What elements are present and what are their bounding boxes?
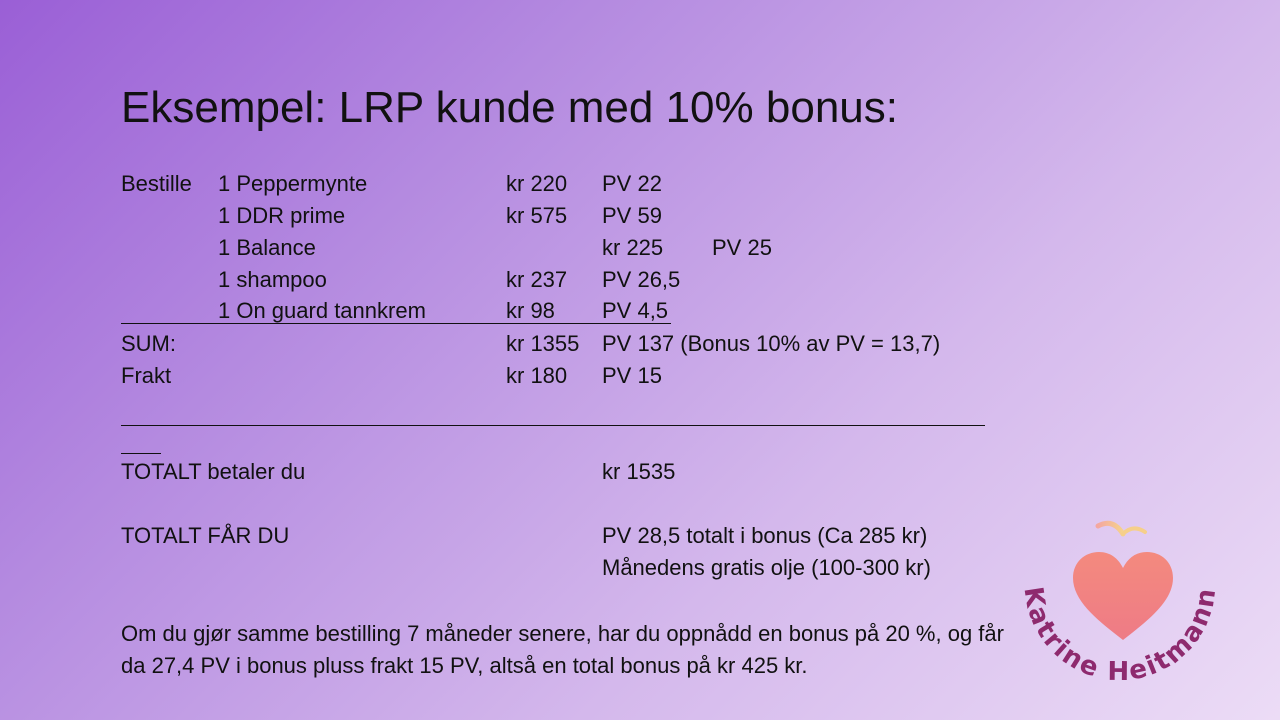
shipping-pv: PV 15 <box>602 363 662 388</box>
item-price: kr 225 <box>602 235 664 260</box>
leaf-icon <box>1123 528 1145 534</box>
total-get-line1: PV 28,5 totalt i bonus (Ca 285 kr) <box>602 523 928 548</box>
item-name: 1 Balance <box>218 235 316 260</box>
item-pv: PV 25 <box>712 235 772 260</box>
item-pv: PV 26,5 <box>602 267 681 292</box>
item-price: kr 98 <box>506 298 555 323</box>
heart-icon <box>1073 552 1173 640</box>
item-price: kr 220 <box>506 171 568 196</box>
total-get-line2: Månedens gratis olje (100-300 kr) <box>602 555 931 580</box>
item-price: kr 237 <box>506 267 568 292</box>
item-name: 1 shampoo <box>218 267 327 292</box>
sum-pv: PV 137 (Bonus 10% av PV = 13,7) <box>602 331 941 356</box>
order-label: Bestille <box>121 171 192 196</box>
divider-line <box>121 425 985 426</box>
summary-paragraph: Om du gjør samme bestilling 7 måneder senere, har du oppnådd en bonus på 20 %, og får da 27,4 PV i bonus pluss frakt 15 PV, altså en total bonus på kr 425 kr. <box>121 621 1004 678</box>
item-pv: PV 22 <box>602 171 662 196</box>
slide-title: Eksempel: LRP kunde med 10% bonus: <box>121 83 898 132</box>
row-underline <box>121 323 671 324</box>
total-get-label: TOTALT FÅR DU <box>121 523 290 548</box>
leaf-icon <box>1098 523 1123 534</box>
katrine-heitmann-logo <box>1005 510 1235 700</box>
total-pay-value: kr 1535 <box>602 459 676 484</box>
item-pv: PV 59 <box>602 203 662 228</box>
divider-line-wrap <box>121 453 161 454</box>
shipping-label: Frakt <box>121 363 172 388</box>
item-pv: PV 4,5 <box>602 298 669 323</box>
item-price: kr 575 <box>506 203 568 228</box>
shipping-price: kr 180 <box>506 363 568 388</box>
sum-label: SUM: <box>121 331 176 356</box>
item-name: 1 DDR prime <box>218 203 346 228</box>
sum-price: kr 1355 <box>506 331 580 356</box>
item-name: 1 Peppermynte <box>218 171 368 196</box>
total-pay-label: TOTALT betaler du <box>121 459 306 484</box>
logo-text: Katrine Heitmann <box>1017 584 1223 688</box>
item-name: 1 On guard tannkrem <box>218 298 426 323</box>
